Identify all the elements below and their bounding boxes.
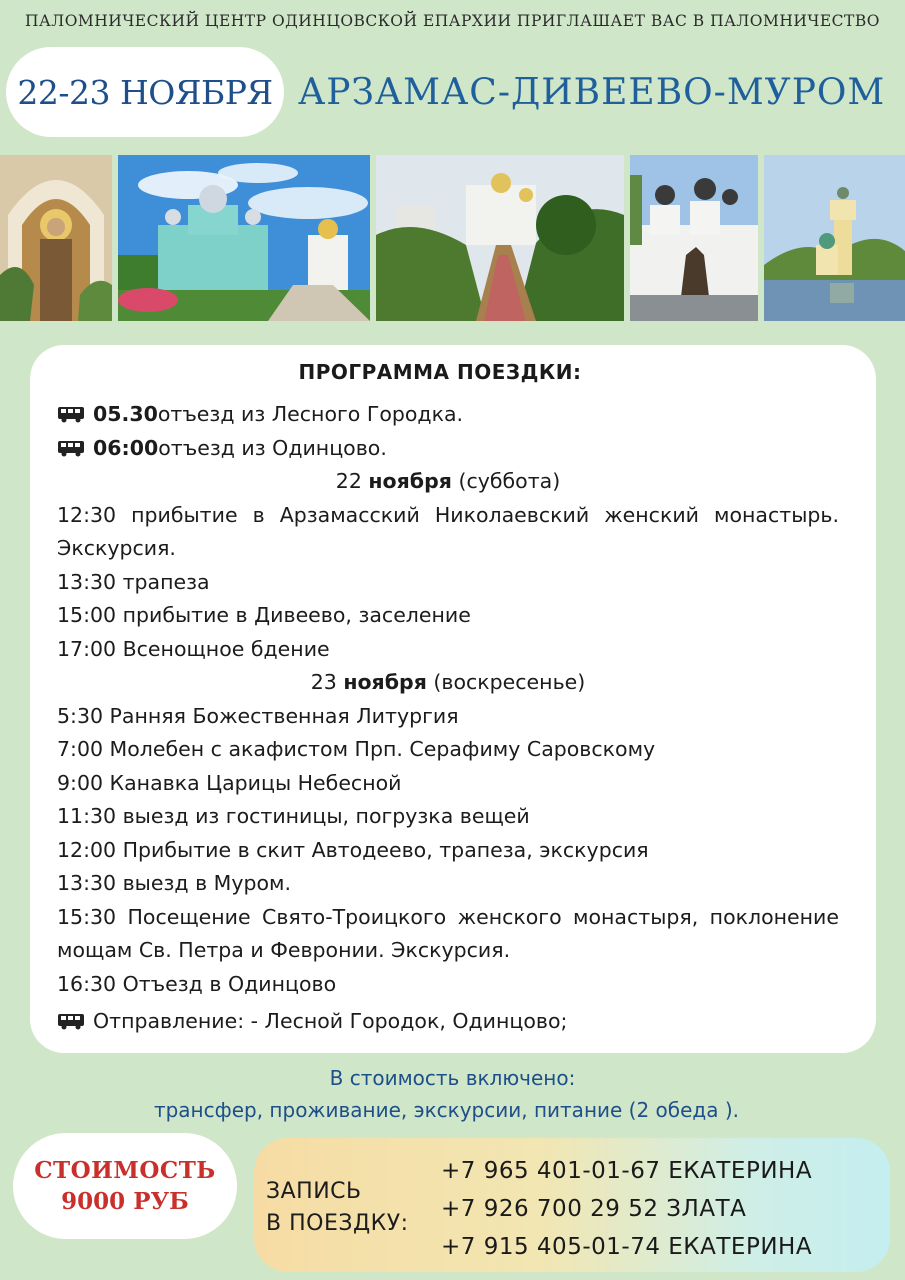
bus-icon <box>57 440 85 457</box>
phone-number[interactable]: +7 926 700 29 52 ЗЛАТА <box>441 1196 747 1222</box>
schedule-item: 5:30 Ранняя Божественная Литургия <box>57 703 459 728</box>
trip-date: 22-23 НОЯБРЯ <box>17 72 273 112</box>
price-amount: 9000 РУБ <box>61 1188 189 1215</box>
trip-date-badge <box>6 47 284 137</box>
departure-line <box>57 398 839 432</box>
day1-heading <box>57 465 839 499</box>
schedule-item: 16:30 Отъезд в Одинцово <box>57 971 337 996</box>
departure-time: 06:00 <box>93 435 159 460</box>
route-title: АРЗАМАС-ДИВЕЕВО-МУРОМ <box>298 72 886 113</box>
saint-icon-photo <box>0 155 112 321</box>
schedule-item: 17:00 Всенощное бдение <box>57 636 330 661</box>
schedule-item: 9:00 Канавка Царицы Небесной <box>57 770 402 795</box>
day-weekday: (воскресенье) <box>426 670 586 694</box>
schedule-item: 7:00 Молебен с акафистом Прп. Серафиму Саровскому <box>57 737 656 761</box>
includes-heading: В стоимость включено: <box>329 1066 576 1090</box>
departure-text: отъезд из Лесного Городка. <box>157 402 464 426</box>
includes-items: трансфер, проживание, экскурсии, питание (2 обеда ). <box>153 1098 740 1122</box>
departure-points-text: : - Лесной Городок, Одинцово; <box>237 1009 568 1033</box>
departure-text: отъезд из Одинцово. <box>158 435 387 460</box>
contact-label-line: В ПОЕЗДКУ: <box>266 1211 409 1236</box>
schedule-item: 15:00 прибытие в Дивеево, заселение <box>57 603 471 627</box>
schedule-item: 11:30 выезд из гостиницы, погрузка вещей <box>57 804 530 828</box>
phone-number[interactable]: +7 915 405-01-74 ЕКАТЕРИНА <box>441 1234 813 1260</box>
departure-time: 05.30 <box>93 402 158 426</box>
price-badge <box>13 1133 237 1239</box>
program-schedule <box>57 398 839 1039</box>
price-label: СТОИМОСТЬ <box>34 1157 216 1184</box>
departure-points-line <box>57 1005 839 1039</box>
bus-icon <box>57 1013 85 1030</box>
contact-label <box>266 1176 409 1240</box>
photo-strip <box>0 155 905 321</box>
phone-list <box>441 1152 812 1266</box>
organizer-tagline: ПАЛОМНИЧЕСКИЙ ЦЕНТР ОДИНЦОВСКОЙ ЕПАРХИИ ПРИГЛАШАЕТ ВАС В ПАЛОМНИЧЕСТВО <box>25 12 880 30</box>
diveevo-cathedral-photo <box>118 155 370 321</box>
phone-number[interactable]: +7 965 401-01-67 ЕКАТЕРИНА <box>441 1158 813 1184</box>
schedule-item: 12:30 прибытие в Арзамасский Николаевский женский монастырь. Экскурсия. <box>57 502 839 560</box>
bus-icon <box>57 406 85 423</box>
day-month: ноября <box>368 469 452 493</box>
day-weekday: (суббота) <box>451 469 561 493</box>
day2-heading <box>57 666 839 700</box>
schedule-item: 12:00 Прибытие в скит Автодеево, трапеза, экскурсия <box>57 837 649 862</box>
day-number: 22 <box>335 469 369 493</box>
schedule-item: 13:30 трапеза <box>57 569 210 594</box>
contact-label-line: ЗАПИСЬ <box>266 1179 362 1204</box>
departure-line <box>57 432 839 466</box>
departure-points-label: Отправление <box>93 1009 238 1033</box>
day-number: 23 <box>310 670 344 694</box>
day-month: ноября <box>343 670 427 694</box>
bell-tower-lake-photo <box>764 155 905 321</box>
schedule-item: 15:30 Посещение Свято-Троицкого женского монастыря, поклонение мощам Св. Петра и Февронии. Экскурсия. <box>57 904 839 962</box>
schedule-item: 13:30 выезд в Муром. <box>57 871 292 895</box>
program-title: ПРОГРАММА ПОЕЗДКИ: <box>298 360 582 384</box>
murom-monastery-photo <box>630 155 758 321</box>
kanavka-path-photo <box>376 155 624 321</box>
